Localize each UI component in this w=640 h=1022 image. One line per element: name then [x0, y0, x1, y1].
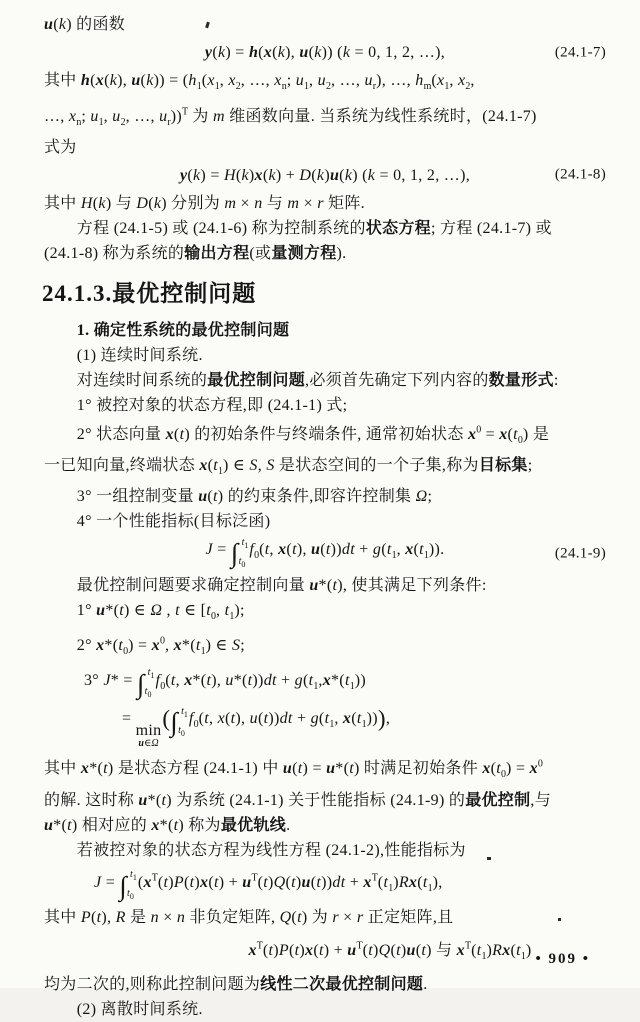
line-text: u*(t) 相对应的 x*(t) 称为最优轨线. — [44, 816, 291, 834]
formula-line — [44, 665, 606, 704]
line-text: u(k) 的函数 — [44, 16, 126, 33]
formula-line — [44, 930, 606, 972]
formula-line — [44, 37, 606, 68]
text-line — [44, 484, 606, 509]
formula-line — [44, 534, 606, 573]
line-text: 3° J* = ∫ $t_1$ $t_0$ $f_0(t$, x*(t), $u*(t))dt + g(t_1,x*(t_1))$ — [84, 667, 366, 700]
text-line — [44, 191, 606, 216]
line-text: 2° $x*(t_0) = x^0$, $x*(t_1)$ ∈ S; — [76, 636, 246, 658]
line-text: = min u∈Ω ( ∫ $t_1$ $t_0$ $f_0(t$, x(t), $u(t))dt + g(t_1$, $x(t_1)$)), — [122, 705, 391, 750]
text-line — [44, 598, 606, 629]
line-text: 其中 h(x(k), $u(k)) = (h_1(x_1$, $x_2$, …, $x_n$; $u_1$, $u_2$, …, $u_r$), …, $h_m(x_1$, $x_2$, — [44, 72, 475, 93]
text-line — [44, 997, 606, 1022]
line-text: 1° u*(t) ∈ Ω , t ∈ [$t_0$, $t_1$); — [76, 601, 245, 623]
line-text: 一已知向量,终端状态 $x(t_1)$ ∈ S, S 是状态空间的一个子集,称为目标集; — [44, 457, 533, 478]
text-line — [44, 393, 606, 418]
text-line — [44, 12, 606, 37]
line-text: (24.1-8) 称为系统的输出方程(或量测方程). — [44, 244, 347, 262]
text-line — [44, 905, 606, 930]
line-text: 4° 一个性能指标(目标泛函) — [76, 513, 271, 531]
line-text: …, $x_n$; $u_1$, $u_2$, …, $u_r))^T$ 为 m 维函数向量. 当系统为线性系统时，(24.1-7) — [44, 106, 537, 128]
line-text: 方程 (24.1-5) 或 (24.1-6) 称为控制系统的状态方程; 方程 (24.1-7) 或 — [76, 219, 552, 237]
line-text: 其中 x*(t) 是状态方程 (24.1-1) 中 u(t) = u*(t) 时满足初始条件 $x(t_0) = x^0$ — [44, 759, 543, 781]
line-text: 对连续时间系统的最优控制问题,必须首先确定下列内容的数量形式: — [76, 371, 559, 389]
text-line — [44, 629, 606, 665]
text-line — [44, 418, 606, 454]
text-line — [44, 68, 606, 99]
page-number: • 909 • — [535, 951, 590, 967]
line-text: 式为 — [44, 138, 77, 156]
line-text: 其中 P(t), R 是 n × n 非负定矩阵, Q(t) 为 r × r 正定矩阵,且 — [44, 909, 454, 927]
section-heading — [42, 280, 606, 308]
line-text: J = ∫ $t_1$ $t_0$ $(x^T(t)P(t)x(t) + u^T(t)Q(t)u(t))dt + x^T(t_1)Rx(t_1)$, — [94, 869, 443, 902]
line-text: 2° 状态向量 x(t) 的初始条件与终端条件, 通常初始状态 $x^0 = x(t_0)$ 是 — [76, 424, 550, 447]
line-text: 的解. 这时称 u*(t) 为系统 (24.1-1) 关于性能指标 (24.1-9) 的最优控制,与 — [44, 791, 552, 809]
text-line — [44, 343, 606, 368]
line-text: 均为二次的,则称此控制问题为线性二次最优控制问题. — [44, 975, 428, 993]
equation-number: (24.1-8) — [554, 166, 606, 183]
text-line — [44, 453, 606, 484]
text-line — [44, 241, 606, 266]
document-body — [44, 12, 606, 1022]
line-text: (1) 连续时间系统. — [76, 346, 203, 364]
text-line — [44, 752, 606, 788]
text-line — [44, 573, 606, 598]
text-line — [44, 318, 606, 343]
formula-line — [44, 863, 606, 906]
line-text: y(k) = H(k)x(k) + D(k)u(k) (k = 0, 1, 2, …), — [179, 166, 471, 184]
line-text: (2) 离散时间系统. — [76, 1000, 203, 1018]
line-text: y(k) = h(x(k), u(k)) (k = 0, 1, 2, …), — [204, 44, 446, 61]
line-text: J = ∫ $t_1$ $t_0$ $f_0(t$, x(t), $u(t))dt + g(t_1$, $x(t_1)$). — [205, 536, 445, 569]
text-line — [44, 838, 606, 863]
scan-artifact — [487, 857, 491, 860]
formula-line — [44, 160, 606, 191]
line-text: $x^T(t)P(t)x(t) + u^T(t)Q(t)u(t)$ 与 $x^T(t_1)Rx(t_1)$ — [248, 940, 532, 962]
line-text: 24.1.3.最优控制问题 — [42, 280, 257, 306]
line-text: 1° 被控对象的状态方程,即 (24.1-1) 式; — [76, 396, 348, 414]
text-line — [44, 813, 606, 838]
text-line — [44, 135, 606, 160]
line-text: 若被控对象的状态方程为线性方程 (24.1-2),性能指标为 — [76, 841, 466, 859]
text-line — [44, 99, 606, 135]
line-text: 最优控制问题要求确定控制向量 u*(t), 使其满足下列条件: — [76, 576, 487, 594]
line-text: 3° 一组控制变量 u(t) 的约束条件,即容许控制集 Ω; — [76, 488, 433, 506]
text-line — [44, 368, 606, 393]
line-text: 1. 确定性系统的最优控制问题 — [76, 321, 290, 339]
formula-line — [44, 703, 606, 752]
text-line — [44, 216, 606, 241]
text-line — [44, 972, 606, 997]
equation-number: (24.1-9) — [554, 545, 606, 562]
text-line — [44, 509, 606, 534]
text-line — [44, 788, 606, 813]
scan-artifact — [558, 918, 561, 921]
equation-number: (24.1-7) — [554, 44, 606, 60]
line-text: 其中 H(k) 与 D(k) 分别为 m × n 与 m × r 矩阵. — [44, 194, 365, 212]
